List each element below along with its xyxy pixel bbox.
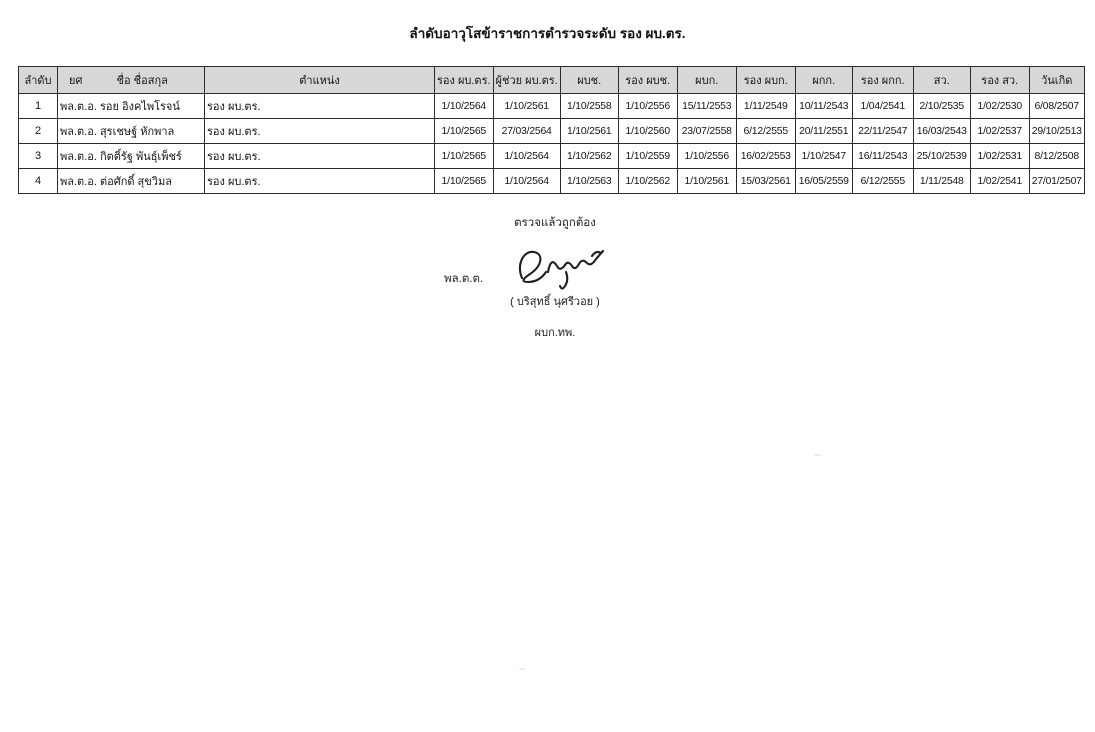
- appointment-date-cell: 20/11/2551: [795, 119, 852, 144]
- appointment-date-cell: 6/12/2555: [736, 119, 795, 144]
- appointment-date-cell: 1/04/2541: [852, 94, 913, 119]
- appointment-date-cell: 27/01/2507: [1029, 169, 1084, 194]
- appointment-date-cell: 22/11/2547: [852, 119, 913, 144]
- officer-name: พล.ต.อ. สุรเชษฐ์ หักพาล: [58, 119, 205, 144]
- column-header-date: ผู้ช่วย ผบ.ตร.: [493, 67, 560, 94]
- officer-name: พล.ต.อ. ต่อศักดิ์ สุขวิมล: [58, 169, 205, 194]
- appointment-date-cell: 1/11/2549: [736, 94, 795, 119]
- appointment-date-cell: 1/10/2561: [493, 94, 560, 119]
- table-row: [19, 169, 1085, 194]
- column-header-rank-label: ยศ: [69, 75, 83, 87]
- appointment-date-cell: 1/10/2560: [618, 119, 677, 144]
- column-header-date: ผบช.: [560, 67, 618, 94]
- signer-position: ผบก.ทพ.: [534, 327, 576, 339]
- column-header-number: ลำดับ: [19, 67, 58, 94]
- row-number: 4: [19, 169, 58, 194]
- appointment-date-cell: 1/10/2564: [435, 94, 494, 119]
- column-header-fullname-label: ชื่อ ชื่อสกุล: [116, 75, 168, 87]
- appointment-date-cell: 10/11/2543: [795, 94, 852, 119]
- appointment-date-cell: 1/11/2548: [913, 169, 970, 194]
- appointment-date-cell: 1/10/2556: [618, 94, 677, 119]
- column-header-date: รอง ผบช.: [618, 67, 677, 94]
- appointment-date-cell: 6/08/2507: [1029, 94, 1084, 119]
- column-header-date: ผกก.: [795, 67, 852, 94]
- officer-name: พล.ต.อ. กิตติ์รัฐ พันธุ์เพ็ชร์: [58, 144, 205, 169]
- column-header-date: วันเกิด: [1029, 67, 1084, 94]
- officer-position: รอง ผบ.ตร.: [205, 119, 435, 144]
- column-header-date: สว.: [913, 67, 970, 94]
- table-row: [19, 144, 1085, 169]
- row-number: 1: [19, 94, 58, 119]
- appointment-date-cell: 1/02/2541: [970, 169, 1029, 194]
- checked-correct-text: ตรวจแล้วถูกต้อง: [514, 217, 596, 229]
- officer-position: รอง ผบ.ตร.: [205, 144, 435, 169]
- appointment-date-cell: 25/10/2539: [913, 144, 970, 169]
- appointment-date-cell: 1/10/2561: [677, 169, 736, 194]
- signer-rank-label: พล.ต.ต.: [444, 273, 484, 285]
- appointment-date-cell: 8/12/2508: [1029, 144, 1084, 169]
- signature-zone: [420, 234, 690, 292]
- column-header-date: รอง ผบก.: [736, 67, 795, 94]
- appointment-date-cell: 23/07/2558: [677, 119, 736, 144]
- appointment-date-cell: 1/02/2531: [970, 144, 1029, 169]
- column-header-name: [58, 67, 205, 94]
- column-header-date: รอง ผบ.ตร.: [435, 67, 494, 94]
- appointment-date-cell: 15/11/2553: [677, 94, 736, 119]
- appointment-date-cell: 1/10/2559: [618, 144, 677, 169]
- appointment-date-cell: 1/10/2564: [493, 144, 560, 169]
- appointment-date-cell: 16/02/2553: [736, 144, 795, 169]
- appointment-date-cell: 1/10/2561: [560, 119, 618, 144]
- column-header-date: ผบก.: [677, 67, 736, 94]
- scan-artifact: [813, 454, 822, 456]
- page-title: ลำดับอาวุโสข้าราชการตำรวจระดับ รอง ผบ.ตร.: [409, 26, 686, 41]
- appointment-date-cell: 29/10/2513: [1029, 119, 1084, 144]
- officer-position: รอง ผบ.ตร.: [205, 94, 435, 119]
- table-row: [19, 94, 1085, 119]
- column-header-date: รอง สว.: [970, 67, 1029, 94]
- row-number: 3: [19, 144, 58, 169]
- column-header-date: รอง ผกก.: [852, 67, 913, 94]
- officer-name: พล.ต.อ. รอย อิงคไพโรจน์: [58, 94, 205, 119]
- scan-artifact: [519, 668, 526, 670]
- appointment-date-cell: 27/03/2564: [493, 119, 560, 144]
- appointment-date-cell: 1/10/2558: [560, 94, 618, 119]
- appointment-date-cell: 1/10/2564: [493, 169, 560, 194]
- appointment-date-cell: 6/12/2555: [852, 169, 913, 194]
- seniority-table: [18, 66, 1085, 194]
- appointment-date-cell: 16/03/2543: [913, 119, 970, 144]
- appointment-date-cell: 16/05/2559: [795, 169, 852, 194]
- appointment-date-cell: 1/10/2562: [560, 144, 618, 169]
- appointment-date-cell: 1/10/2563: [560, 169, 618, 194]
- appointment-date-cell: 1/10/2562: [618, 169, 677, 194]
- appointment-date-cell: 1/10/2547: [795, 144, 852, 169]
- signature-handwriting-icon: [508, 242, 618, 294]
- appointment-date-cell: 16/11/2543: [852, 144, 913, 169]
- appointment-date-cell: 2/10/2535: [913, 94, 970, 119]
- appointment-date-cell: 1/10/2565: [435, 119, 494, 144]
- appointment-date-cell: 15/03/2561: [736, 169, 795, 194]
- row-number: 2: [19, 119, 58, 144]
- table-header-row: [19, 67, 1085, 94]
- column-header-position: ตำแหน่ง: [205, 67, 435, 94]
- signer-name: ( บริสุทธิ์ นุศรีวอย ): [510, 296, 600, 308]
- table-row: [19, 119, 1085, 144]
- appointment-date-cell: 1/10/2556: [677, 144, 736, 169]
- appointment-date-cell: 1/02/2537: [970, 119, 1029, 144]
- certification-block: [420, 214, 690, 341]
- officer-position: รอง ผบ.ตร.: [205, 169, 435, 194]
- appointment-date-cell: 1/02/2530: [970, 94, 1029, 119]
- appointment-date-cell: 1/10/2565: [435, 169, 494, 194]
- appointment-date-cell: 1/10/2565: [435, 144, 494, 169]
